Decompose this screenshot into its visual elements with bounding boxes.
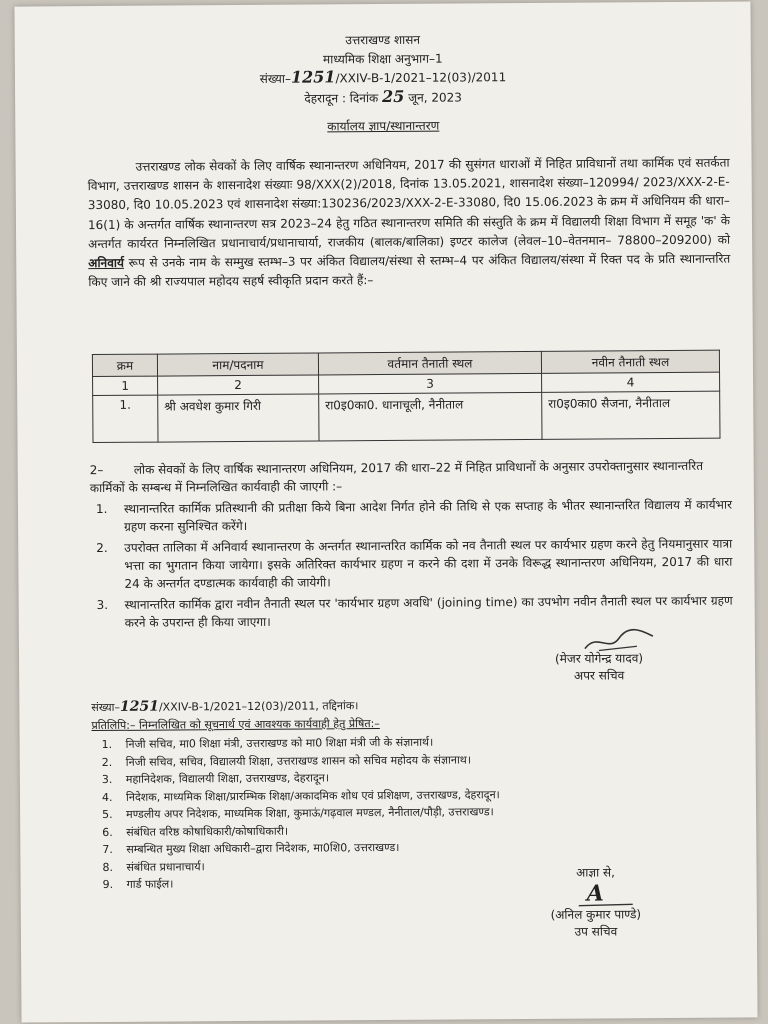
list-item-number: 7. (102, 842, 113, 856)
list-item-text: महानिदेशक, विद्यालयी शिक्षा, उत्तराखण्ड, देहरादून। (125, 771, 330, 786)
issue-date (15, 85, 751, 109)
main-paragraph (88, 154, 731, 293)
section-2 (90, 457, 733, 632)
signatory-1-name: (मेजर योगेन्द्र यादव) (554, 651, 644, 666)
cell-serial: 1. (93, 395, 158, 442)
list-item-text: उपरोक्त तालिका में अनिवार्य स्थानान्तरण के अन्तर्गत स्थानान्तरित कार्मिक को नव तैनाती स्थल पर कार्यभार ग्रहण करने हेतु नियमानुसार यात्रा भत्ता का भुगतान किया जायेगा। इसके अतिरिक्त कार्यभार ग्रहण न करने की दशा में उनके विरूद्ध स्थानान्तरण अधिनियम, 2017 की धारा 24 के अन्तर्गत दण्डात्मक कार्यवाही की जायेगी। (124, 536, 733, 591)
copy-heading: प्रतिलिपि:– निम्नलिखित को सूचनार्थ एवं आवश्यक कार्यवाही हेतु प्रेषित:– (91, 716, 380, 732)
date-day-handwritten: 25 (382, 86, 405, 107)
table-row (93, 391, 720, 442)
list-item-number: 8. (102, 860, 114, 874)
list-item-text: स्थानान्तरित कार्मिक प्रतिस्थानी की प्रतीक्षा किये बिना आदेश निर्गत होने की तिथि से एक सप्ताह के भीतर स्थानान्तरित विद्यालय में कार्यभार ग्रहण करना सुनिश्चित करेंगे। (123, 497, 733, 534)
list-item-number: 5. (102, 807, 113, 821)
section-2-intro (90, 457, 732, 497)
signatory-2-name: (अनिल कुमार पाण्डे) (550, 907, 642, 922)
ref-suffix: /XXIV-B-1/2021–12(03)/2011 (335, 70, 507, 86)
list-item-number: 2. (101, 755, 113, 769)
signature-initial-mark: A (586, 880, 604, 907)
list-item (90, 496, 732, 536)
col-number: 4 (542, 372, 720, 392)
signatory-1 (519, 650, 679, 685)
department-name: माध्यमिक शिक्षा अनुभाग–1 (322, 51, 443, 67)
para-text-2: रूप से उनके नाम के सम्मुख स्तम्भ–3 पर अंकित विद्यालय/संस्था से स्तम्भ–4 पर अंकित विद्यालय/संस्था में रिक्त पद के प्रति स्थानान्तरित किए जाने की श्री राज्यपाल महोदय सहर्ष स्वीकृति प्रदान करते हैं:– (88, 251, 731, 290)
document-page (14, 1, 757, 1022)
list-item-number: 1. (101, 737, 113, 751)
col-number: 1 (93, 376, 158, 395)
col-header-serial: क्रम (92, 354, 157, 376)
para-bold-word: अनिवार्य (88, 255, 124, 271)
list-item-number: 4. (101, 790, 113, 804)
list-item-number: 6. (102, 825, 113, 839)
cell-current-posting: रा0इ0का0. धानाचूली, नैनीताल (319, 392, 542, 441)
list-item (90, 535, 732, 593)
date-suffix: जून, 2023 (408, 90, 462, 105)
list-item-text: निजी सचिव, मा0 शिक्षा मंत्री, उत्तराखण्ड को मा0 शिक्षा मंत्री जी के संज्ञानार्थ। (125, 735, 434, 751)
govt-name: उत्तराखण्ड शासन (345, 32, 421, 48)
ref-number-handwritten: 1251 (290, 67, 336, 87)
order-text: आज्ञा से, (576, 865, 615, 880)
office-memo-title: कार्यालय ज्ञाप/स्थानान्तरण (327, 118, 440, 134)
list-item-number: 3. (96, 597, 109, 613)
col-header-name: नाम/पदनाम (157, 353, 318, 376)
signatory-2 (521, 906, 671, 941)
col-header-new-posting: नवीन तैनाती स्थल (541, 350, 719, 373)
list-item-number: 9. (102, 877, 114, 891)
signatory-1-designation: अपर सचिव (573, 668, 625, 683)
list-item-text: निदेशक, माध्यमिक शिक्षा/प्रारम्भिक शिक्षा/अकादमिक शोध एवं प्रशिक्षण, उत्तराखण्ड, देहरादून। (125, 787, 500, 804)
copy-ref-suffix: /XXIV-B-1/2021–12(03)/2011, तद्दिनांक। (158, 699, 359, 714)
list-item-text: स्थानान्तरित कार्मिक द्वारा नवीन तैनाती स्थल पर 'कार्यभार ग्रहण अवधि' (joining time) का उपभोग नवीन तैनाती स्थल पर कार्यभार ग्रहण करने के उपरान्त ही किया जाएगा। (124, 593, 733, 630)
section-2-number: 2– (89, 462, 104, 478)
cell-name: श्री अवधेश कुमार गिरी (158, 394, 319, 442)
col-number: 3 (319, 373, 542, 394)
copy-ref-number-handwritten: 1251 (119, 698, 159, 715)
section-2-intro-text: लोक सेवकों के लिए वार्षिक स्थानान्तरण अधिनियम, 2017 की धारा–22 में निहित प्राविधानों के अनुसार उपरोक्तानुसार स्थानान्तरित कार्मिकों के सम्बन्ध में निम्नलिखित कार्यवाही की जाएगी :– (89, 458, 704, 496)
list-item-number: 3. (101, 772, 113, 786)
ref-prefix: संख्या– (259, 71, 292, 86)
list-item-text: निजी सचिव, सचिव, विद्यालयी शिक्षा, उत्तराखण्ड शासन को सचिव महोदय के संज्ञानाथ। (125, 752, 472, 769)
section-2-list (90, 496, 733, 632)
para-text-1: उत्तराखण्ड लोक सेवकों के लिए वार्षिक स्थानान्तरण अधिनियम, 2017 की सुसंगत धाराओं में निहित प्राविधानों तथा कार्मिक एवं सतर्कता विभाग, उत्तराखण्ड शासन के शासनादेश संख्याः 98/XXX(2)/2018, दिनांक 13.05.2021, शासनादेश संख्या–120994/ 2023/XXX-2-E-33080, दि0 10.05.2023 एवं शासनादेश संख्या:130236/2023/XXX-2-E-33080, दि0 15.06.2023 के क्रम में अधिनियम की धारा–16(1) के अन्तर्गत वार्षिक स्थानान्तरण सत्र 2023–24 हेतु गठित स्थानान्तरण समिति की संस्तुति के क्रम में विद्यालयी शिक्षा विभाग में समूह 'क' के अन्तर्गत कार्यरत निम्नलिखित प्रधानाचार्य/प्रधानाचार्या, राजकीय (बालक/बालिका) इण्टर कालेज (लेवल–10–वेतनमान– 78800–209200) को (87, 155, 731, 251)
list-item-text: संबंधित वरिष्ठ कोषाधिकारी/कोषाधिकारी। (126, 824, 289, 839)
list-item-number: 1. (95, 501, 108, 517)
col-number: 2 (158, 375, 319, 395)
transfer-table (92, 350, 721, 443)
signatory-2-designation: उप सचिव (574, 924, 618, 939)
list-item-number: 2. (96, 540, 108, 556)
col-header-current-posting: वर्तमान तैनाती स्थल (318, 351, 541, 375)
copy-ref-prefix: संख्या– (91, 700, 121, 715)
list-item-text: मण्डलीय अपर निदेशक, माध्यमिक शिक्षा, कुमाऊं/गढ़वाल मण्डल, नैनीताल/पौड़ी, उत्तराखण्ड। (126, 805, 494, 821)
cell-new-posting: रा0इ0का0 सैजना, नैनीताल (542, 391, 720, 439)
date-prefix: देहरादून : दिनांक (304, 91, 379, 106)
list-item-text: संबंधित प्रधानाचार्य। (126, 859, 205, 874)
list-item-text: गार्ड फाईल। (126, 877, 174, 891)
list-item-text: सम्बन्धित मुख्य शिक्षा अधिकारी–द्वारा निदेशक, मा0शि0, उत्तराखण्ड। (126, 840, 400, 856)
